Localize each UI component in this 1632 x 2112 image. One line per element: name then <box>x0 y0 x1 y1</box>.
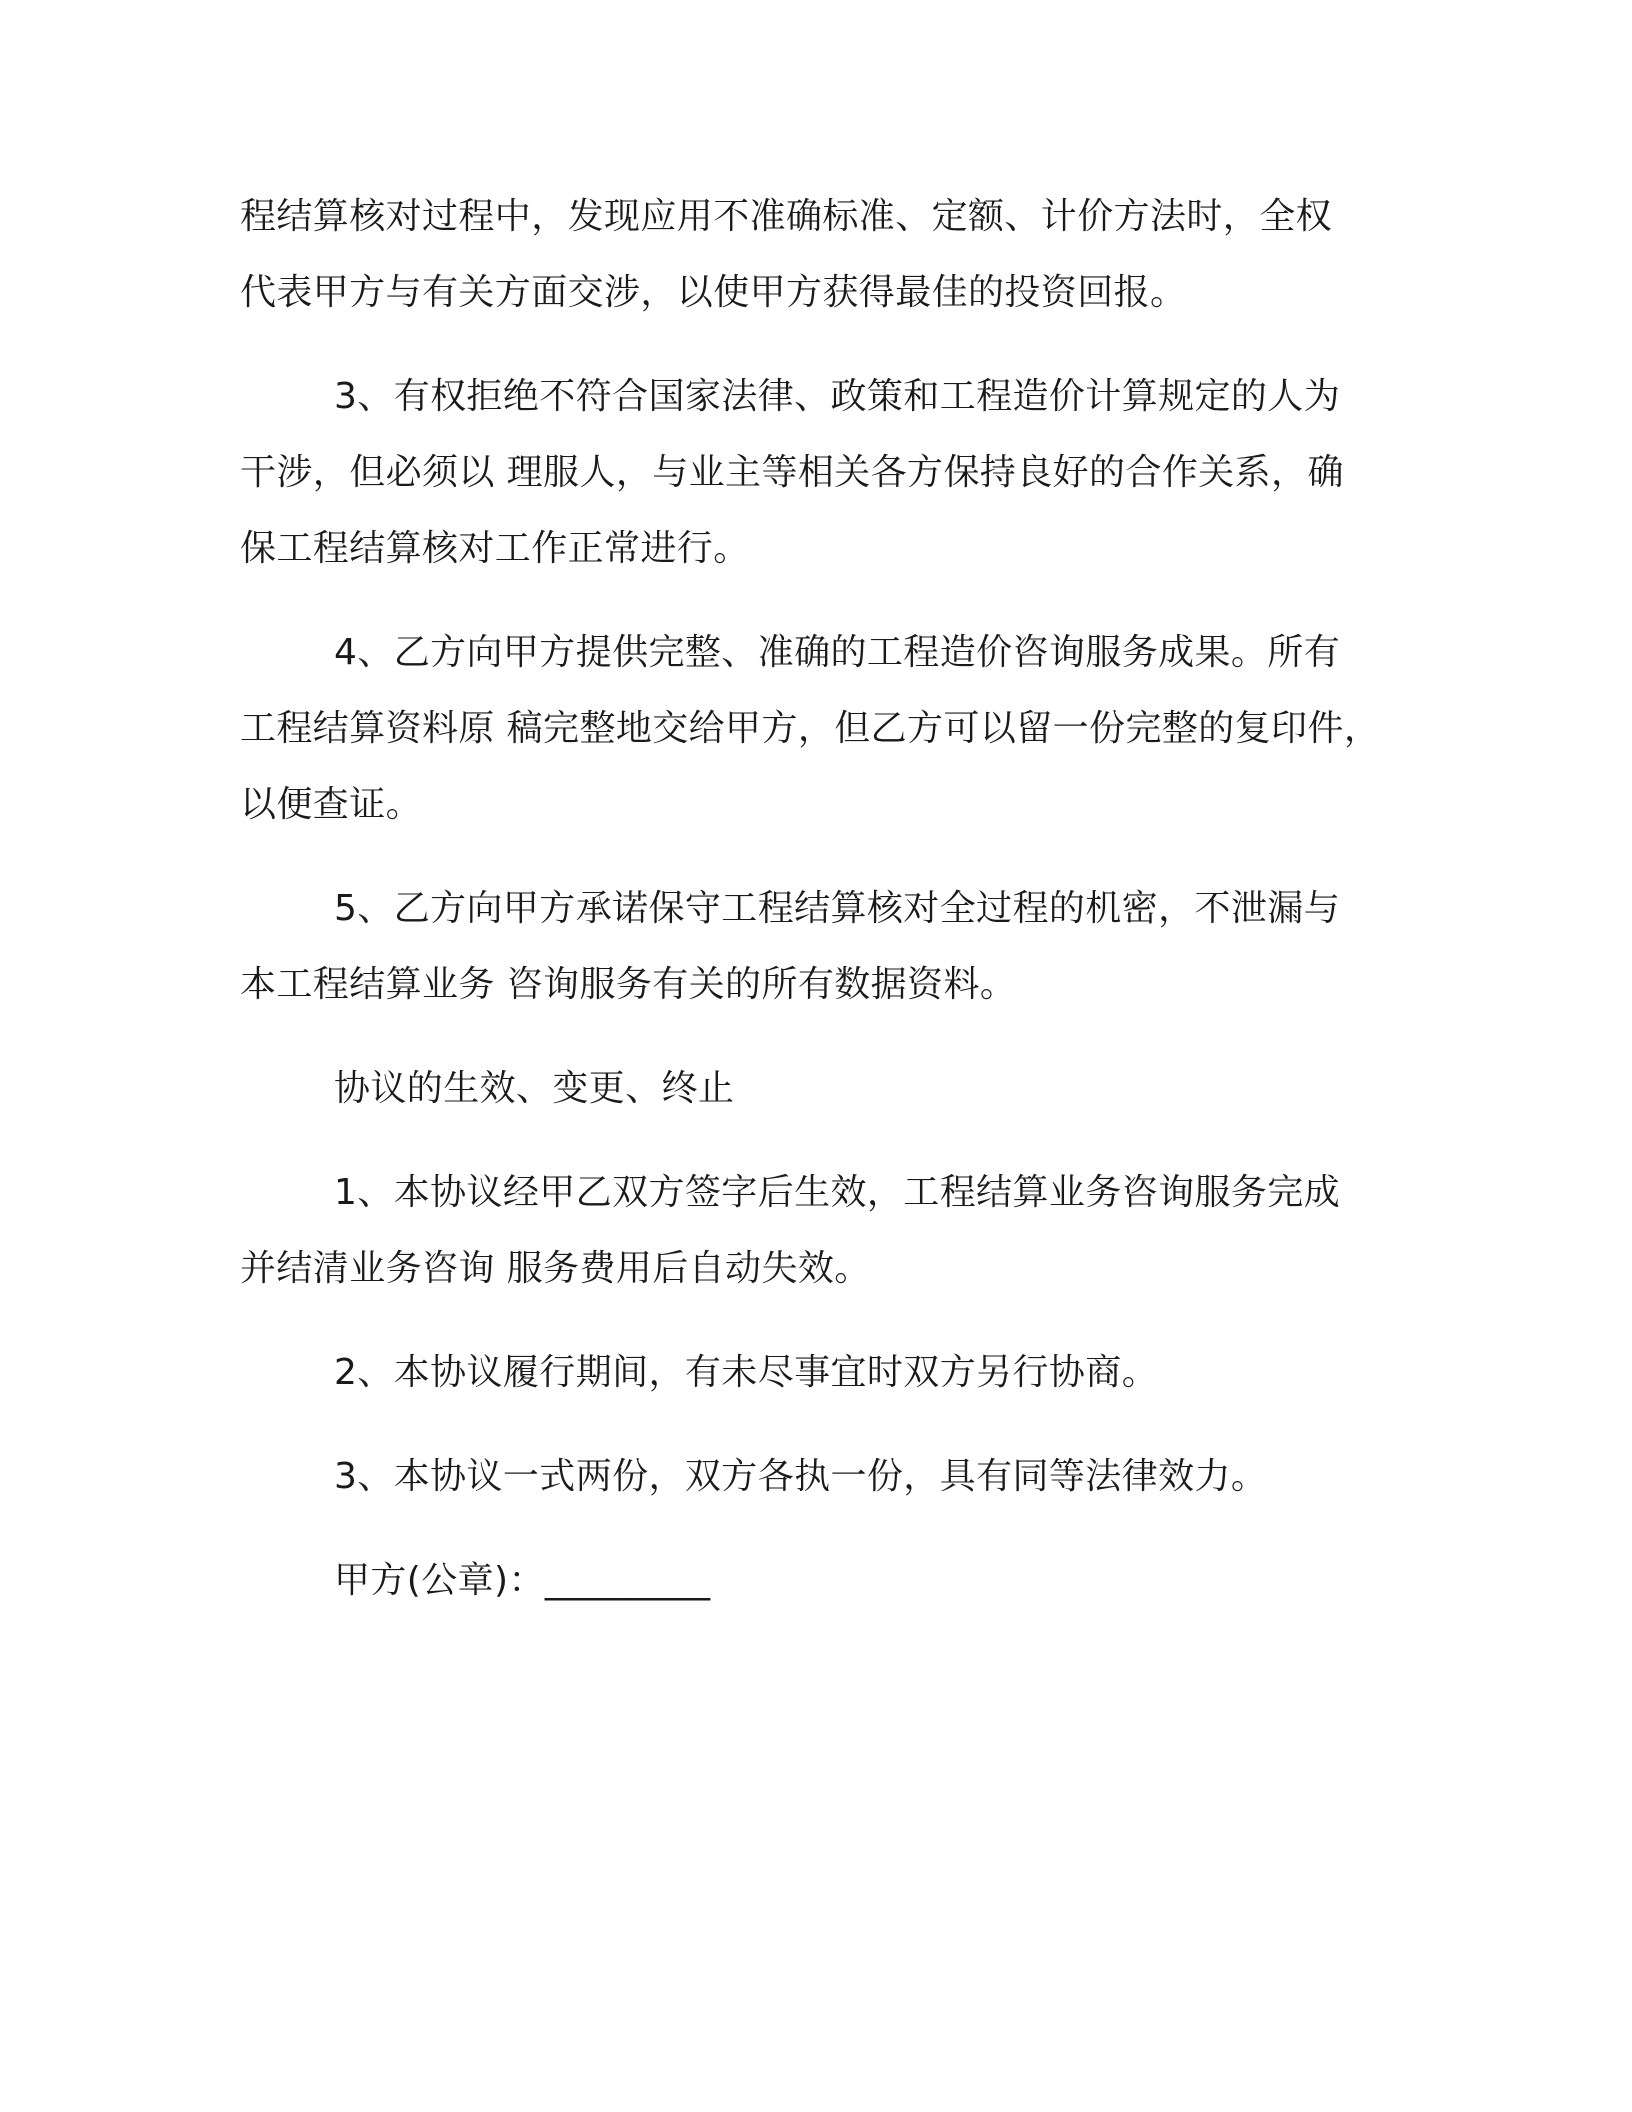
paragraph-line: 5、乙方向甲方承诺保守工程结算核对全过程的机密，不泄漏与 <box>334 888 1341 929</box>
paragraph-line: 本工程结算业务 咨询服务有关的所有数据资料。 <box>240 964 1017 1005</box>
paragraph-line: 4、乙方向甲方提供完整、准确的工程造价咨询服务成果。所有 <box>334 632 1341 673</box>
paragraph-line: 1、本协议经甲乙双方签字后生效，工程结算业务咨询服务完成 <box>334 1172 1341 1213</box>
paragraph-line: 3、本协议一式两份，双方各执一份，具有同等法律效力。 <box>334 1456 1268 1497</box>
paragraph-line: 代表甲方与有关方面交涉，以使甲方获得最佳的投资回报。 <box>240 272 1187 313</box>
paragraph-line: 并结清业务咨询 服务费用后自动失效。 <box>240 1248 871 1289</box>
section-heading: 协议的生效、变更、终止 <box>334 1068 735 1109</box>
paragraph-line: 工程结算资料原 稿完整地交给甲方，但乙方可以留一份完整的复印件， <box>240 708 1381 749</box>
paragraph-line: 程结算核对过程中，发现应用不准确标准、定额、计价方法时，全权 <box>240 196 1333 237</box>
paragraph-line: 干涉，但必须以 理服人，与业主等相关各方保持良好的合作关系，确 <box>240 452 1344 493</box>
paragraph-line: 2、本协议履行期间，有未尽事宜时双方另行协商。 <box>334 1352 1159 1393</box>
signature-line: 甲方(公章)：_________ <box>334 1560 711 1601</box>
paragraph-line: 以便查证。 <box>240 784 423 825</box>
paragraph-line: 3、有权拒绝不符合国家法律、政策和工程造价计算规定的人为 <box>334 376 1341 417</box>
paragraph-line: 保工程结算核对工作正常进行。 <box>240 528 750 569</box>
